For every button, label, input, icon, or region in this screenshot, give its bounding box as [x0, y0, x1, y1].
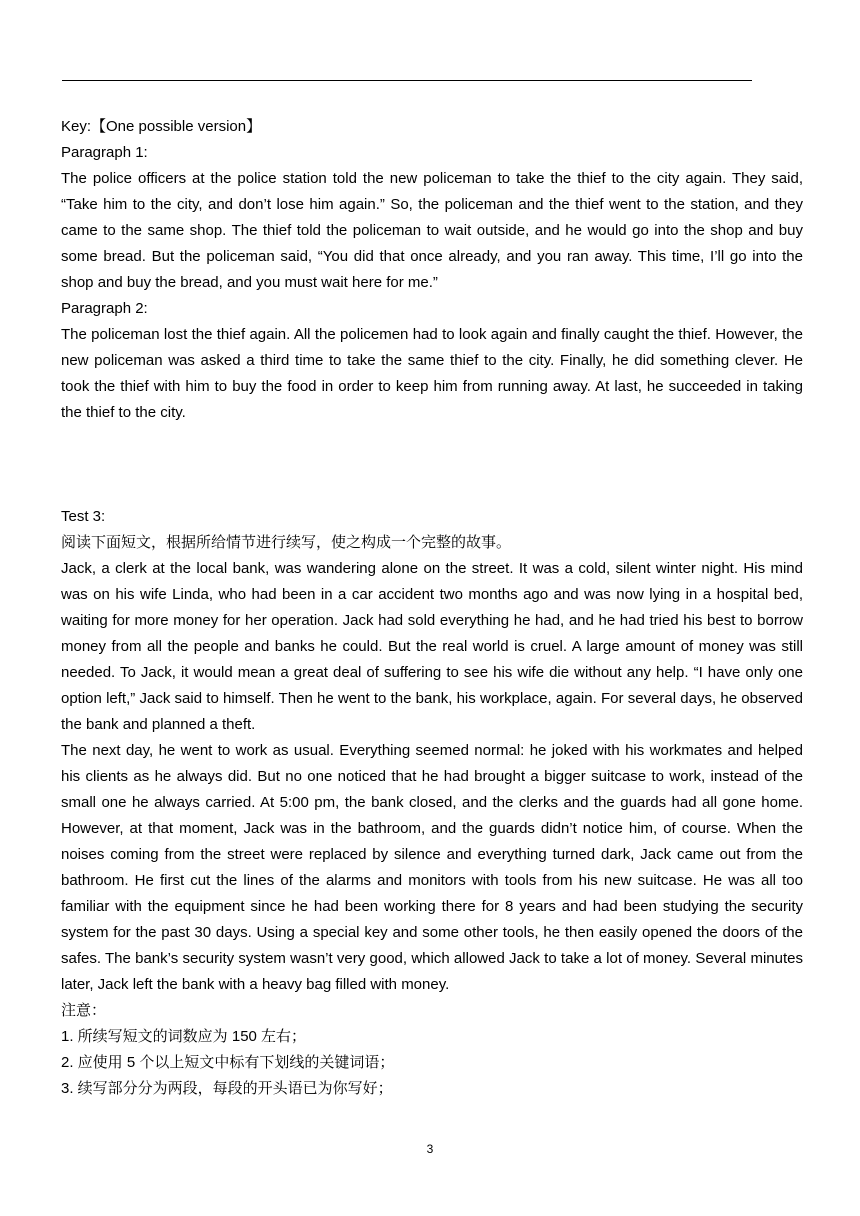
notes-label: 注意： [61, 1002, 107, 1019]
section-spacer [61, 426, 803, 504]
story-paragraph-1: Jack, a clerk at the local bank, was wandering alone on the street. It was a cold, silent winter night. His mind was on his wife Linda, who had been in a car accident two months ago and was now lying in a hospital bed, waiting for more money for her operation. Jack had sold everything he had, and he had tried his best to borrow money from all the people and banks he could. But the real world is cruel. A large amount of money was still needed. To Jack, it would mean a great deal of suffering to see his wife die without any help. “I have only one option left,” Jack said to himself. Then he went to the bank, his workplace, again. For several days, he observed the bank and planned a theft. [61, 560, 803, 733]
paragraph-1-label: Paragraph 1: [61, 144, 148, 161]
paragraph-2-text: The policeman lost the thief again. All the policemen had to look again and finally caught the thief. However, the new policeman was asked a third time to take the same thief to the city. Finally, he did something clever. He took the thief with him to buy the food in order to keep him from running away. At last, he succeeded in taking the thief to the city. [61, 326, 803, 421]
notes-list [61, 1024, 803, 1102]
test-3-instruction: 阅读下面短文，根据所给情节进行续写，使之构成一个完整的故事。 [61, 534, 512, 551]
paragraph-2-label: Paragraph 2: [61, 300, 148, 317]
page-content [61, 114, 803, 1102]
key-label: Key:【One possible version】 [61, 118, 262, 135]
answer-blank-line [62, 80, 752, 81]
paragraph-1-text: The police officers at the police station told the new policeman to take the thief to the city again. They said, “Take him to the city, and don’t lose him again.” So, the policeman and the thief went to the station, and they came to the same shop. The thief told the policeman to wait outside, and he would go into the shop and buy some bread. But the policeman said, “You did that once already, and you ran away. This time, I’ll go into the shop and buy the bread, and you must wait here for me.” [61, 170, 803, 291]
test-3-title: Test 3: [61, 508, 106, 525]
note-item: 2. 应使用 5 个以上短文中标有下划线的关键词语； [61, 1054, 395, 1071]
page-number: 3 [426, 1142, 434, 1156]
key-section [61, 114, 803, 426]
story-paragraph-2: The next day, he went to work as usual. Everything seemed normal: he joked with his workmates and helped his clients as he always did. But no one noticed that he had brought a bigger suitcase to work, instead of the small one he always carried. At 5:00 pm, the bank closed, and the clerks and the guards had all gone home. However, at that moment, Jack was in the bathroom, and the guards didn’t notice him, of course. When the noises coming from the street were replaced by silence and everything turned dark, Jack came out from the bathroom. He first cut the lines of the alarms and monitors with tools from his new suitcase. He was all too familiar with the equipment since he had been working there for 8 years and had been studying the security system for the past 30 days. Using a special key and some other tools, he then easily opened the doors of the safes. The bank’s security system wasn’t very good, which allowed Jack to take a lot of money. Several minutes later, Jack left the bank with a heavy bag filled with money. [61, 742, 803, 993]
note-item: 1. 所续写短文的词数应为 150 左右； [61, 1028, 307, 1045]
test-3-section [61, 504, 803, 1102]
note-item: 3. 续写部分分为两段，每段的开头语已为你写好； [61, 1080, 393, 1097]
